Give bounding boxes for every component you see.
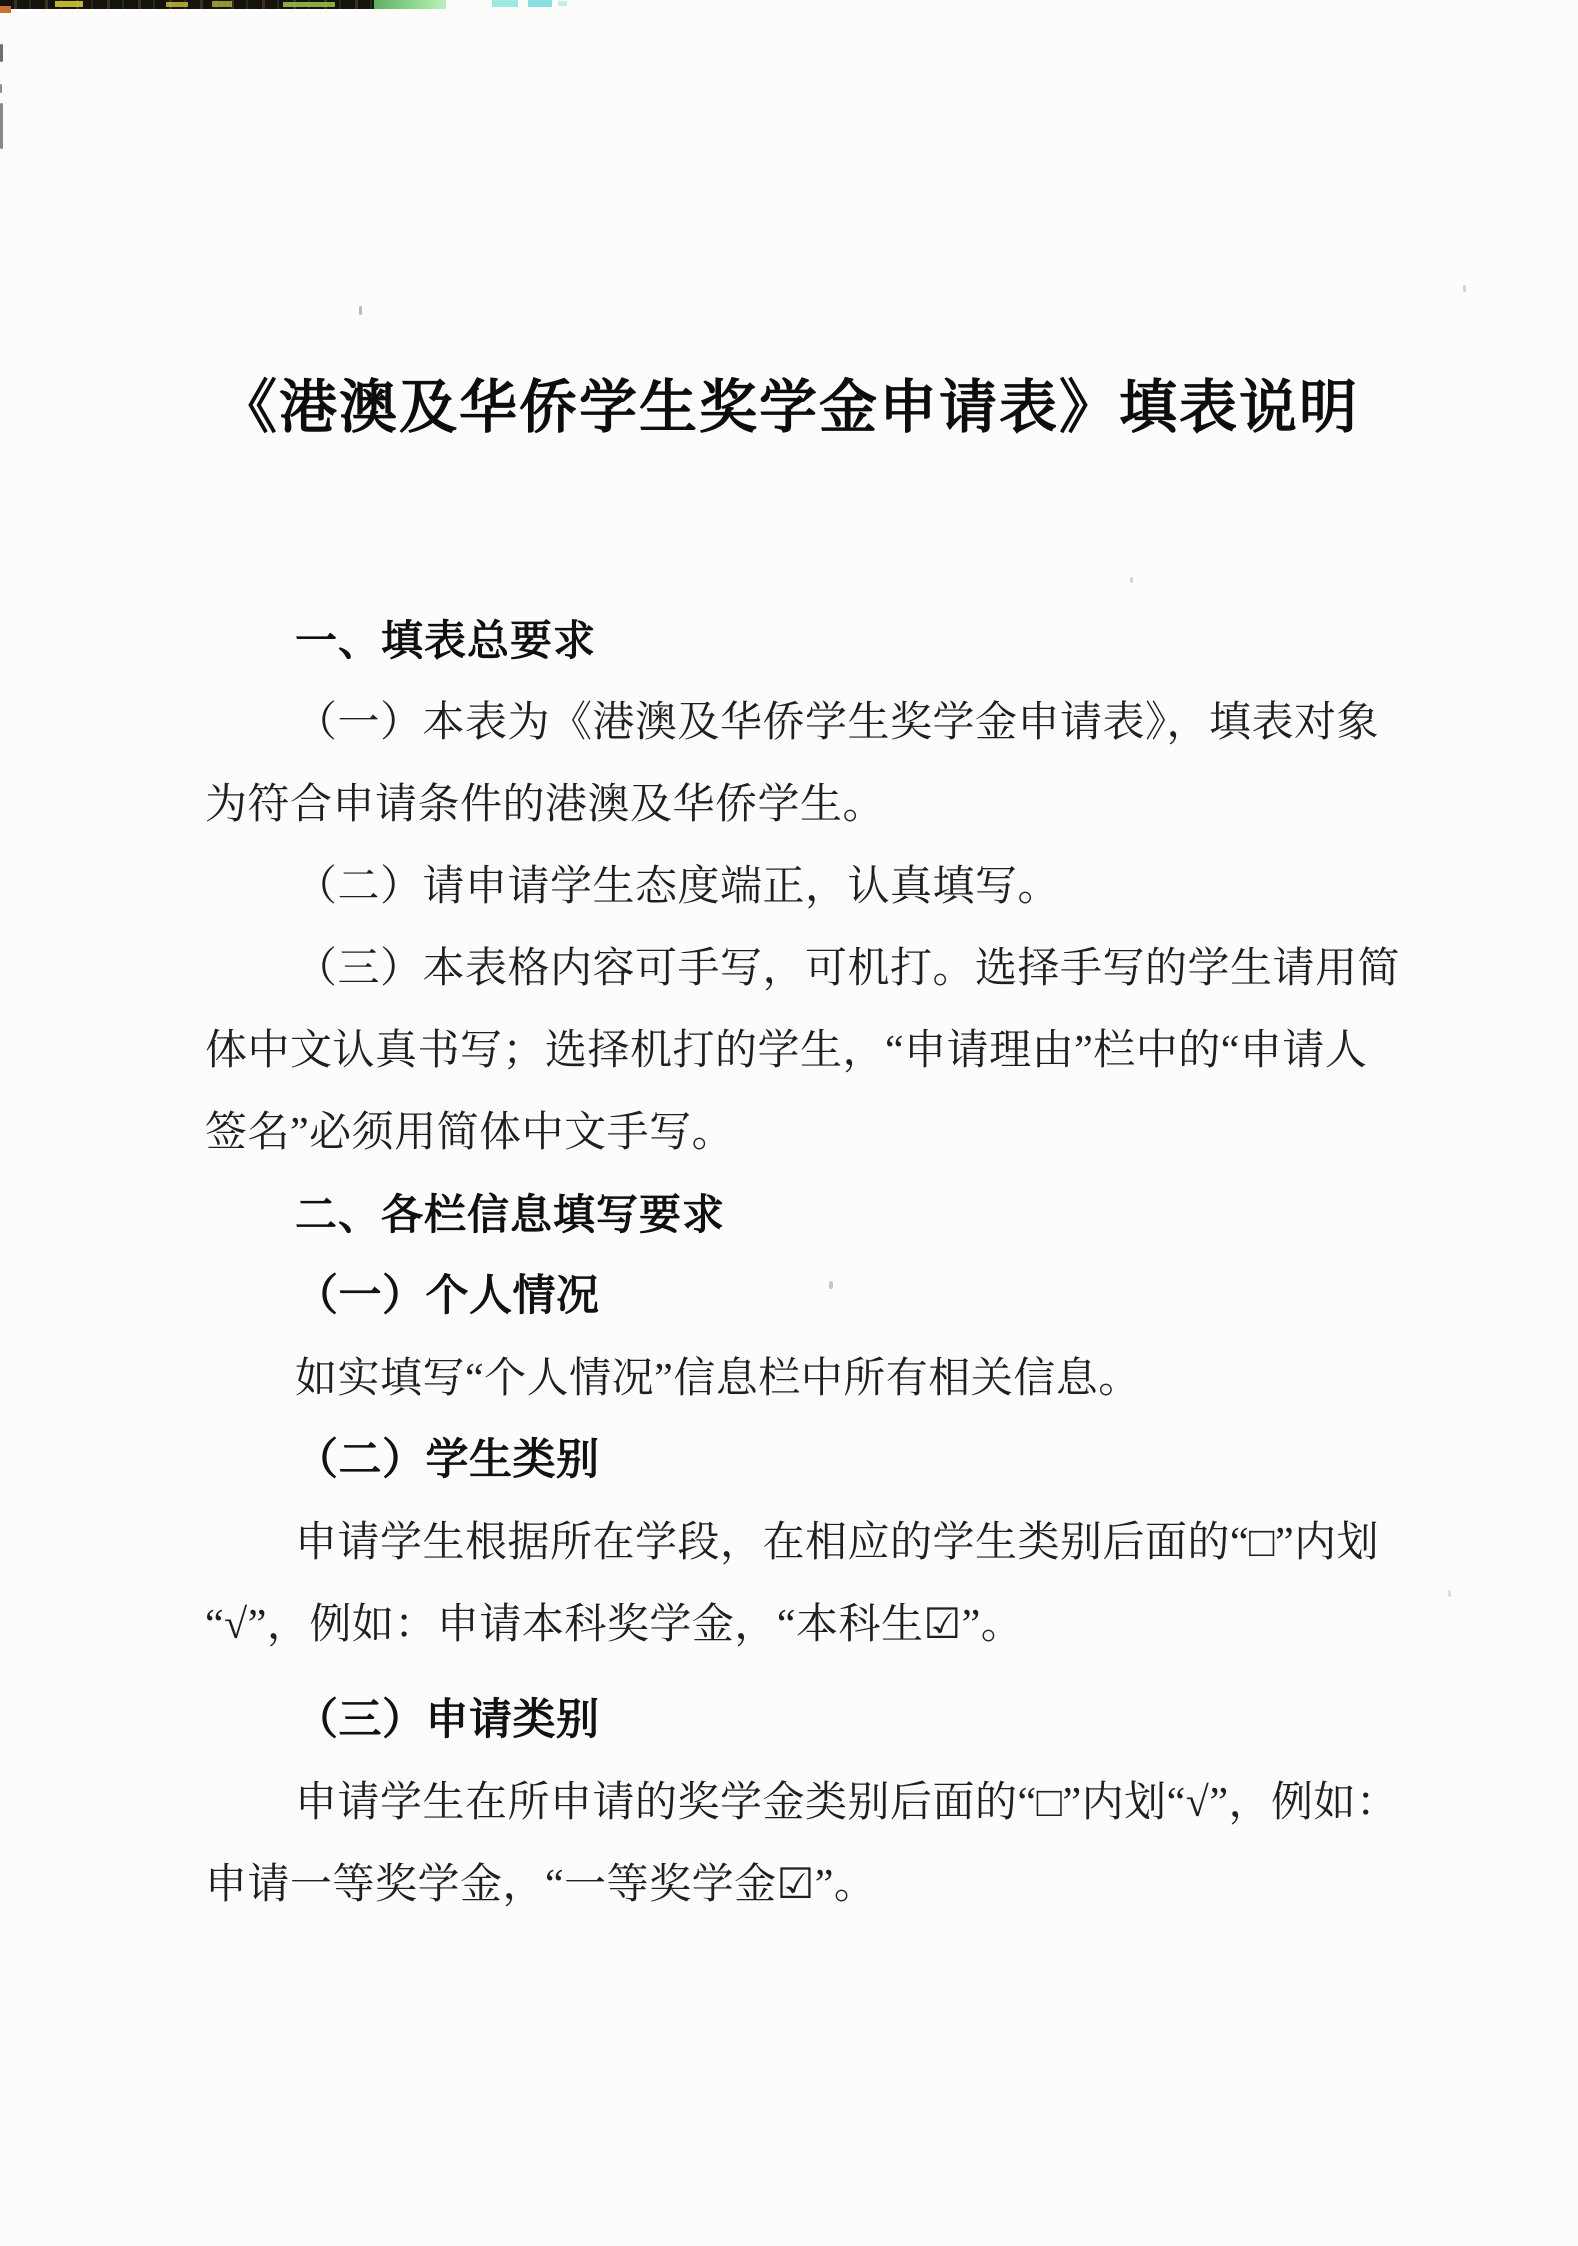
scan-blemish bbox=[359, 306, 362, 315]
scanner-noise-strip bbox=[0, 0, 1578, 12]
scan-noise-yellowgreen-mark bbox=[283, 2, 335, 7]
scan-blemish bbox=[1448, 1590, 1451, 1597]
scan-noise-yellow-mark bbox=[166, 2, 188, 7]
section-2-sub-2-line-1: 申请学生根据所在学段，在相应的学生类别后面的“□”内划 bbox=[295, 1520, 1380, 1566]
scan-noise-green-mark bbox=[374, 0, 446, 9]
document-body bbox=[205, 600, 1435, 1926]
section-2-heading: 二、各栏信息填写要求 bbox=[295, 1191, 726, 1238]
section-1-item-3-line-1: （三）本表格内容可手写，可机打。选择手写的学生请用简 bbox=[295, 946, 1401, 992]
section-1-item-3-line-3: 签名”必须用简体中文手写。 bbox=[205, 1110, 735, 1156]
section-1-item-1-line-2: 为符合申请条件的港澳及华侨学生。 bbox=[205, 782, 886, 828]
scan-blemish bbox=[1130, 577, 1133, 583]
section-2-sub-1-heading: （一）个人情况 bbox=[295, 1273, 600, 1320]
scan-noise-olive-mark bbox=[212, 1, 232, 7]
section-1-heading: 一、填表总要求 bbox=[295, 617, 597, 664]
section-1-item-3-line-2: 体中文认真书写；选择机打的学生，“申请理由”栏中的“申请人 bbox=[205, 1028, 1368, 1074]
scan-noise-yellow-mark bbox=[55, 1, 83, 7]
section-2-sub-2-heading: （二）学生类别 bbox=[295, 1437, 600, 1484]
scan-noise-cyan-dash bbox=[528, 0, 552, 7]
scan-blemish bbox=[0, 84, 2, 93]
document-title: 《港澳及华侨学生奖学金申请表》填表说明 bbox=[218, 375, 1359, 440]
scan-blemish bbox=[0, 44, 3, 62]
section-2-sub-1-body: 如实填写“个人情况”信息栏中所有相关信息。 bbox=[295, 1356, 1141, 1402]
section-1-item-1-line-1: （一）本表为《港澳及华侨学生奖学金申请表》，填表对象 bbox=[295, 700, 1380, 746]
scan-noise-orange-mark bbox=[0, 6, 11, 13]
scan-noise-cyan-dash bbox=[492, 0, 518, 7]
section-1-item-2: （二）请申请学生态度端正，认真填写。 bbox=[295, 864, 1061, 910]
scan-blemish bbox=[1463, 285, 1466, 292]
section-2-sub-3-heading: （三）申请类别 bbox=[295, 1697, 600, 1744]
section-2-sub-3-line-2: 申请一等奖学金，“一等奖学金☑”。 bbox=[205, 1862, 877, 1908]
scan-noise-cyan-dash bbox=[558, 1, 567, 6]
scan-blemish bbox=[0, 103, 3, 149]
section-2-sub-2-line-2: “√”，例如：申请本科奖学金，“本科生☑”。 bbox=[205, 1602, 1024, 1648]
section-2-sub-3-line-1: 申请学生在所申请的奖学金类别后面的“□”内划“√”，例如： bbox=[295, 1780, 1399, 1826]
